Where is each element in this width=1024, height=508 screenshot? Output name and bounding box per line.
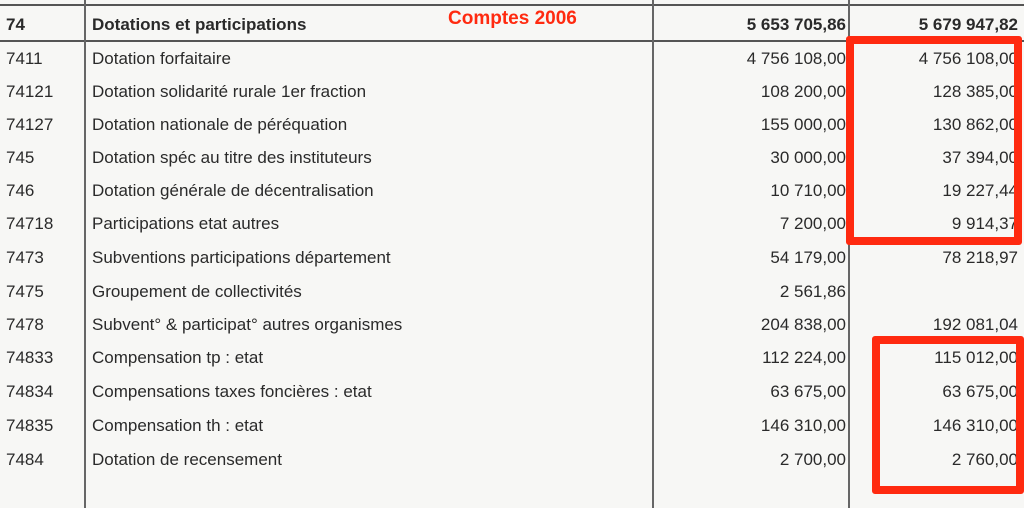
row-code: 74835 bbox=[6, 416, 54, 435]
row-accounts-value: 37 394,00 bbox=[942, 148, 1018, 167]
table-row bbox=[0, 409, 1024, 442]
row-code: 746 bbox=[6, 181, 35, 200]
row-label: Compensations taxes foncières : etat bbox=[92, 382, 372, 401]
row-accounts-value: 4 756 108,00 bbox=[918, 49, 1018, 68]
table-row bbox=[0, 275, 1024, 308]
highlight-box-lower bbox=[872, 336, 1024, 494]
table-row bbox=[0, 375, 1024, 408]
row-budget-value: 7 200,00 bbox=[779, 214, 846, 233]
row-code: 7484 bbox=[6, 450, 44, 469]
row-accounts-value: 146 310,00 bbox=[932, 416, 1018, 435]
row-budget-value: 112 224,00 bbox=[762, 348, 846, 367]
row-label: Dotation nationale de péréquation bbox=[92, 115, 348, 134]
row-label: Dotation spéc au titre des instituteurs bbox=[92, 148, 372, 167]
row-code: 7473 bbox=[6, 248, 44, 267]
row-label: Dotation forfaitaire bbox=[92, 49, 231, 68]
row-budget-value: 54 179,00 bbox=[770, 248, 846, 267]
row-label: Compensation tp : etat bbox=[92, 348, 264, 367]
row-budget-value: 4 756 108,00 bbox=[746, 49, 846, 68]
header-total-budget: 5 653 705,86 bbox=[746, 15, 846, 34]
row-accounts-value: 78 218,97 bbox=[942, 248, 1018, 267]
header-code: 74 bbox=[6, 15, 25, 34]
row-code: 7478 bbox=[6, 315, 44, 334]
header-label: Dotations et participations bbox=[92, 15, 307, 34]
table-row bbox=[0, 241, 1024, 274]
row-budget-value: 155 000,00 bbox=[760, 115, 846, 134]
row-label: Participations etat autres bbox=[92, 214, 280, 233]
table-row bbox=[0, 308, 1024, 341]
row-code: 7411 bbox=[6, 49, 43, 68]
row-accounts-value: 2 760,00 bbox=[951, 450, 1018, 469]
table-row bbox=[0, 443, 1024, 476]
row-accounts-value: 9 914,37 bbox=[951, 214, 1018, 233]
row-accounts-value: 63 675,00 bbox=[942, 382, 1018, 401]
row-accounts-value: 19 227,44 bbox=[942, 181, 1018, 200]
row-label: Dotation solidarité rurale 1er fraction bbox=[92, 82, 367, 101]
row-accounts-value: 130 862,00 bbox=[932, 115, 1018, 134]
row-code: 745 bbox=[6, 148, 35, 167]
row-code: 74833 bbox=[6, 348, 54, 367]
table-top-border bbox=[0, 4, 1024, 6]
row-accounts-value: 128 385,00 bbox=[932, 82, 1018, 101]
row-budget-value: 146 310,00 bbox=[760, 416, 846, 435]
row-code: 74127 bbox=[6, 115, 54, 134]
row-code: 74834 bbox=[6, 382, 54, 401]
row-label: Subventions participations département bbox=[92, 248, 391, 267]
row-accounts-value: 192 081,04 bbox=[932, 315, 1018, 334]
row-budget-value: 108 200,00 bbox=[760, 82, 846, 101]
row-code: 74718 bbox=[6, 214, 54, 233]
row-budget-value: 63 675,00 bbox=[770, 382, 846, 401]
row-budget-value: 10 710,00 bbox=[770, 181, 846, 200]
row-label: Subvent° & participat° autres organismes bbox=[92, 315, 403, 334]
row-accounts-value bbox=[854, 275, 1018, 308]
row-budget-value: 204 838,00 bbox=[760, 315, 846, 334]
row-budget-value: 30 000,00 bbox=[770, 148, 846, 167]
highlight-box-upper bbox=[846, 36, 1022, 245]
header-total-accounts: 5 679 947,82 bbox=[918, 15, 1018, 34]
row-budget-value: 2 700,00 bbox=[779, 450, 846, 469]
row-label: Compensation th : etat bbox=[92, 416, 264, 435]
row-label: Dotation de recensement bbox=[92, 450, 282, 469]
accounts-year-banner: Comptes 2006 bbox=[448, 8, 577, 29]
row-budget-value: 2 561,86 bbox=[779, 282, 846, 301]
row-code: 74121 bbox=[6, 82, 54, 101]
row-code: 7475 bbox=[6, 282, 44, 301]
row-accounts-value: 115 012,00 bbox=[934, 348, 1018, 367]
row-label: Groupement de collectivités bbox=[92, 282, 302, 301]
row-label: Dotation générale de décentralisation bbox=[92, 181, 374, 200]
table-row bbox=[0, 341, 1024, 374]
